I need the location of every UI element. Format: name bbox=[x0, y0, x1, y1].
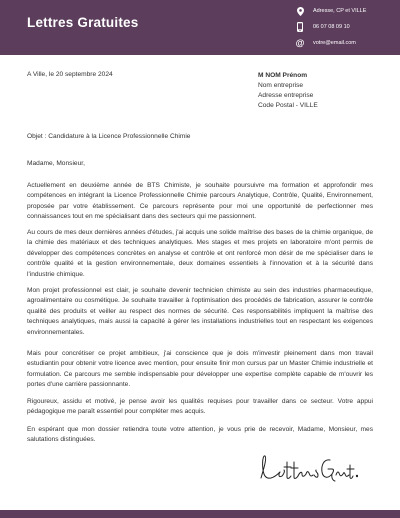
contact-email bbox=[295, 38, 356, 48]
recipient-address: Adresse entreprise bbox=[258, 92, 314, 99]
contact-address-text: Adresse, CP et VILLE bbox=[313, 8, 367, 14]
recipient-name: M NOM Prénom bbox=[258, 72, 308, 79]
paragraph-6: En espérant que mon dossier retiendra toute votre attention, je vous prie de recevoir, Madame, Monsieur, mes salutations distinguées. bbox=[27, 426, 373, 444]
phone-icon bbox=[295, 22, 305, 32]
contact-email-text: votre@email.com bbox=[313, 40, 356, 46]
contact-phone-text: 06 07 08 09 10 bbox=[313, 24, 350, 30]
at-sign-icon: @ bbox=[295, 38, 305, 48]
brand-title: Lettres Gratuites bbox=[27, 15, 139, 30]
contact-phone bbox=[295, 22, 350, 32]
letter-greeting: Madame, Monsieur, bbox=[27, 160, 85, 167]
recipient-company: Nom entreprise bbox=[258, 82, 304, 89]
paragraph-1: Actuellement en deuxième année de BTS Chimiste, je souhaite poursuivre ma formation et approfondir mes compétences en intégrant la Licence Professionnelle Chimie parcours Analytique, Contrôle, Qualité, Environnement, proposée par votre établissement. Ce parcours représente pour moi une opportunité de perfectionner mes connaissances tout en me spécialisant dans des secteurs qui me passionnent. bbox=[27, 182, 373, 221]
recipient-city: Code Postal - VILLE bbox=[258, 102, 318, 109]
paragraph-4: Mais pour concrétiser ce projet ambitieux, j'ai conscience que je dois m'investir pleinement dans mon travail estudiantin pour obtenir votre licence avec mention, pour ensuite finir mon cursus par un Master Chimie industrielle et formulation. Ce parcours me semble indispensable pour développer une expertise complète capable de m'ouvrir les portes d'une carrière passionnante. bbox=[27, 350, 373, 389]
footer-bar bbox=[0, 510, 400, 518]
contact-address bbox=[295, 6, 366, 16]
location-pin-icon bbox=[295, 6, 305, 16]
paragraph-2: Au cours de mes deux dernières années d'études, j'ai acquis une solide maîtrise des bases de la chimie organique, de la chimie des matériaux et des techniques analytiques. Mes stages et mes projets en laboratoire m'ont permis de développer des compétences concrètes en analyse et contrôle et ont renforcé mon désir de me spécialiser dans le contrôle qualité et la gestion environnementale, deux domaines essentiels à l'innovation et à la sécurité dans l'industrie chimique. bbox=[27, 229, 373, 278]
recipient-block bbox=[258, 71, 318, 111]
signature-graphic bbox=[258, 450, 358, 486]
paragraph-3: Mon projet professionnel est clair, je souhaite devenir technicien chimiste au sein des industries pharmaceutique, agroalimentaire ou cosmétique. Je souhaite travailler à l'optimisation des procédés de fabrication, assurer le contrôle qualité des produits et veiller au respect des normes de sécurité. Ces responsabilités impliquent la maîtrise des techniques analytiques, mais aussi la capacité à gérer les installations industrielles tout en respectant les exigences environnementales. bbox=[27, 287, 373, 336]
signature bbox=[258, 450, 358, 491]
header-banner bbox=[0, 0, 400, 55]
letter-subject: Objet : Candidature à la Licence Professionnelle Chimie bbox=[27, 133, 191, 140]
letter-date: A Ville, le 20 septembre 2024 bbox=[27, 71, 113, 78]
paragraph-5: Rigoureux, assidu et motivé, je pense avoir les qualités requises pour travailler dans ce secteur. Votre appui pédagogique me paraît essentiel pour compléter mes acquis. bbox=[27, 398, 373, 416]
